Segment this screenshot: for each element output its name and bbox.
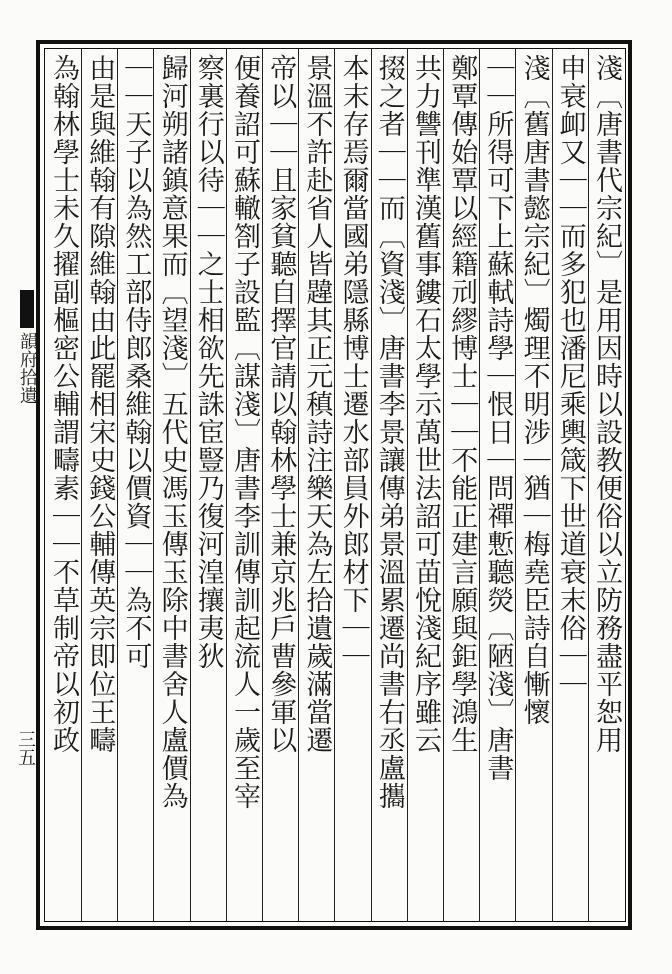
column-rule xyxy=(371,48,372,922)
column-rule xyxy=(552,48,553,922)
text-column: 便養詔可蘇轍劄子設監〔謀淺〕唐書李訓傳訓起流人一歲至宰 xyxy=(228,54,260,810)
text-column: 鄭覃傳始覃以經籍刓繆博士｜｜不能正建言願與鉅學鴻生 xyxy=(446,54,478,754)
fishtail-mark xyxy=(20,290,34,328)
column-rule xyxy=(334,48,335,922)
text-column: ｜｜所得可下上蘇軾詩學｜恨日｜問禪慙聽熒〔陋淺〕唐書 xyxy=(482,54,514,782)
text-column: 淺〔唐書代宗紀〕是用因時以設教便俗以立防務盡平恕用 xyxy=(590,54,622,754)
margin-title: 韻府拾遺 xyxy=(17,332,38,404)
column-rule xyxy=(117,48,118,922)
text-column: 申衰卹又｜｜而多犯也潘尼乘輿箴下世道衰末俗｜｜ xyxy=(554,54,586,698)
column-rule xyxy=(298,48,299,922)
column-rule xyxy=(226,48,227,922)
column-rule xyxy=(153,48,154,922)
column-rule xyxy=(479,48,480,922)
column-rule xyxy=(515,48,516,922)
text-column: 察裏行以待｜｜之士相欲先誅宦豎乃復河湟攘夷狄 xyxy=(192,54,224,670)
column-rule xyxy=(407,48,408,922)
text-column: 由是與維翰有隙維翰由此罷相宋史錢公輔傳英宗即位王疇 xyxy=(84,54,116,754)
text-column: 為翰林學士未久擢副樞密公輔謂疇素｜｜不草制帝以初政 xyxy=(47,54,79,754)
column-rule xyxy=(190,48,191,922)
text-column: 掇之者｜｜而〔資淺〕唐書李景讓傳弟景溫累遷尚書右丞盧攜 xyxy=(373,54,405,810)
text-column: 本末存焉爾當國弟隱縣博士遷水部員外郎材下｜｜ xyxy=(337,54,369,670)
column-rule xyxy=(81,48,82,922)
text-column: ｜｜天子以為然工部侍郎桑維翰以價資｜｜為不可 xyxy=(120,54,152,670)
column-rule xyxy=(588,48,589,922)
text-column: 共力讐刊準漢舊事鏤石太學示萬世法詔可苗悅淺紀序雖云 xyxy=(409,54,441,754)
text-column: 景溫不許赴省人皆韙其正元稹詩注樂天為左拾遺歲滿當遷 xyxy=(301,54,333,754)
text-column: 淺〔舊唐書懿宗紀〕燭理不明涉｜猶｜梅堯臣詩自慚懷 xyxy=(518,54,550,726)
column-rule xyxy=(262,48,263,922)
column-rule xyxy=(443,48,444,922)
text-column: 帝以｜｜且家貧聽自擇官請以翰林學士兼京兆戶曹參軍以 xyxy=(265,54,297,754)
text-column: 歸河朔諸鎮意果而〔望淺〕五代史馮玉傳玉除中書舍人盧價為 xyxy=(156,54,188,810)
page-number: 三五 xyxy=(15,730,36,766)
